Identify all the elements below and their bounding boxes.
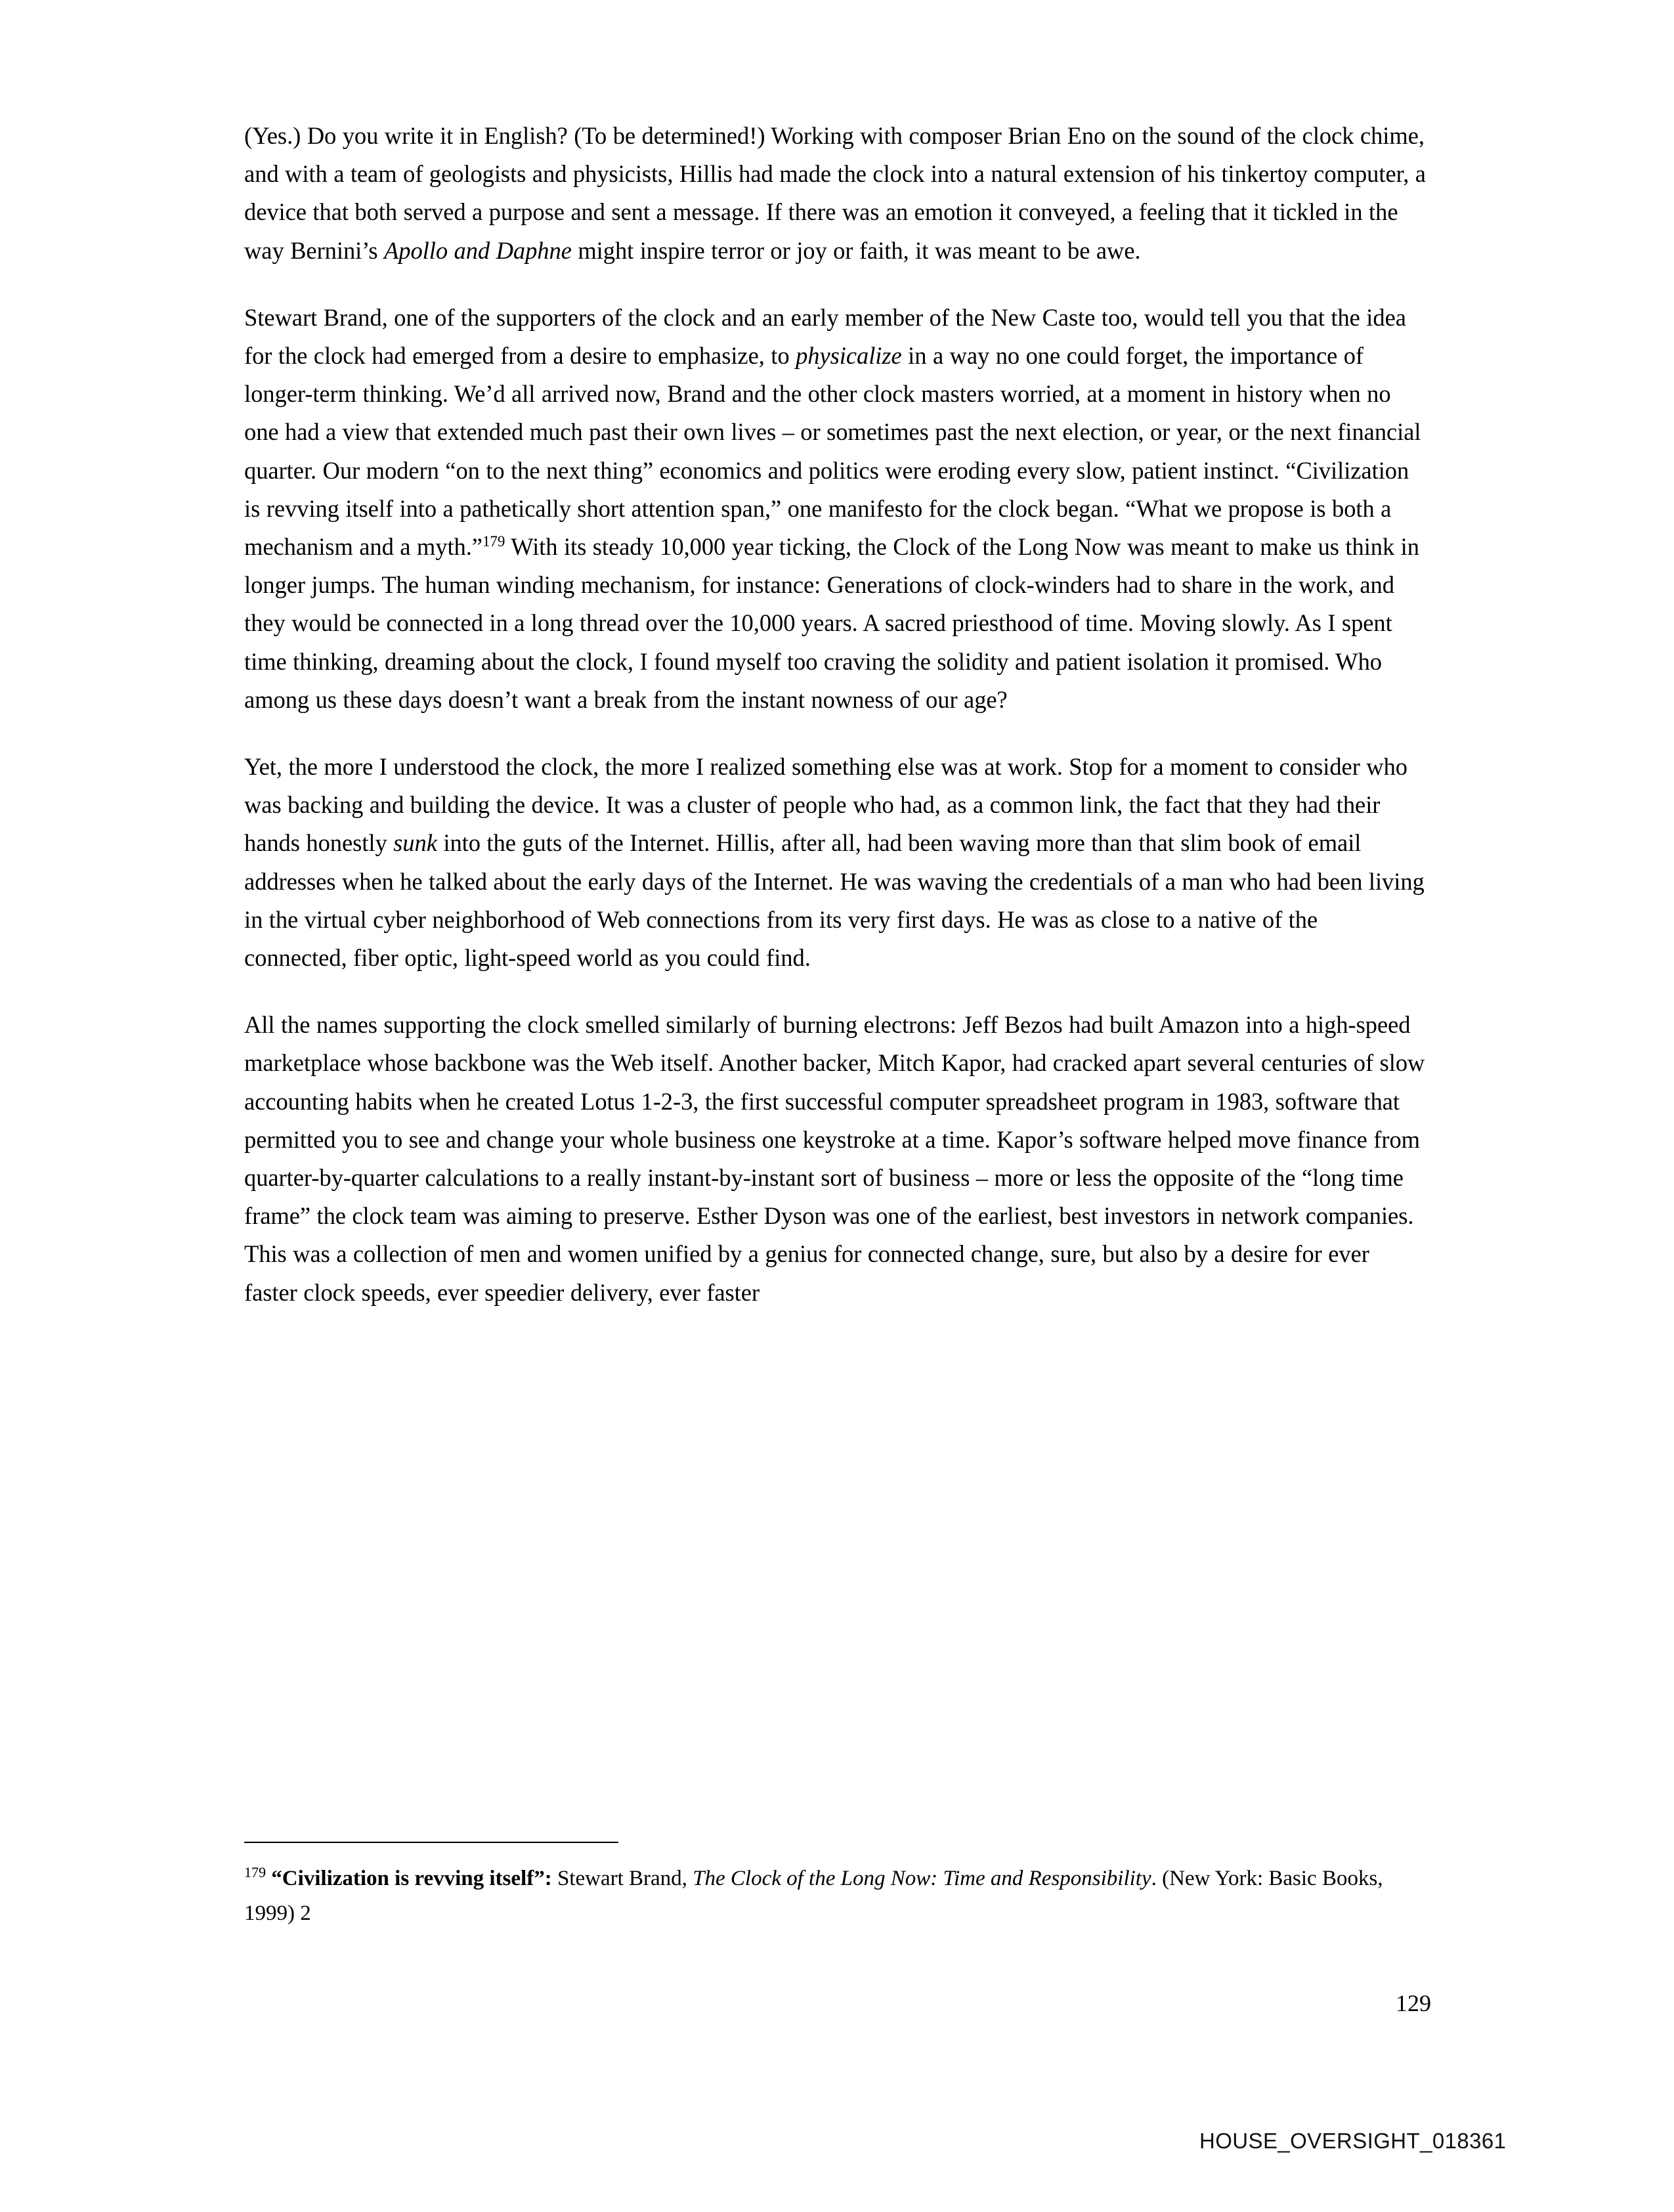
- footnote-number: 179: [244, 1864, 266, 1880]
- body-text: [244, 117, 1426, 1312]
- paragraph-3: Yet, the more I understood the clock, the more I realized something else was at work. Stop for a moment to consider who was backing and building the device. It was a cluster of people who had, as a common link, the fact that they had their hands honestly sunk into the guts of the Internet. Hillis, after all, had been waving more than that slim book of email addresses when he talked about the early days of the Internet. He was waving the credentials of a man who had been living in the virtual cyber neighborhood of Web connections from its very first days. He was as close to a native of the connected, fiber optic, light-speed world as you could find.: [244, 753, 1425, 972]
- footnote-179: $^{179}$ “Civilization is revving itself”: Stewart Brand, The Clock of the Long Now: Time and Responsibility. (New York: Basic Books, 1999) 2: [244, 1864, 1383, 1925]
- paragraph-4: All the names supporting the clock smelled similarly of burning electrons: Jeff Bezos had built Amazon into a high-speed marketplace whose backbone was the Web itself. Another backer, Mitch Kapor, had cracked apart several centuries of slow accounting habits when he created Lotus 1-2-3, the first successful computer spreadsheet program in 1983, software that permitted you to see and change your whole business one keystroke at a time. Kapor’s software helped move finance from quarter-by-quarter calculations to a really instant-by-instant sort of business – more or less the opposite of the “long time frame” the clock team was aiming to preserve. Esther Dyson was one of the earliest, best investors in network companies. This was a collection of men and women unified by a genius for connected change, sure, but also by a desire for ever faster clock speeds, ever speedier delivery, ever faster: [244, 1011, 1425, 1306]
- page-number: 129: [1396, 1990, 1431, 2016]
- paragraph-2: Stewart Brand, one of the supporters of the clock and an early member of the New Caste too, would tell you that the idea for the clock had emerged from a desire to emphasize, to physicalize in a way no one could forget, the importance of longer-term thinking. We’d all arrived now, Brand and the other clock masters worried, at a moment in history when no one had a view that extended much past their own lives – or sometimes past the next election, or year, or the next financial quarter. Our modern “on to the next thing” economics and politics were eroding every slow, patient instinct. “Civilization is revving itself into a pathetically short attention span,” one manifesto for the clock began. “What we propose is both a mechanism and a myth.”$^{179}$ With its steady 10,000 year ticking, the Clock of the Long Now was meant to make us think in longer jumps. The human winding mechanism, for instance: Generations of clock-winders had to share in the work, and they would be connected in a long thread over the 10,000 years. A sacred priesthood of time. Moving slowly. As I spent time thinking, dreaming about the clock, I found myself too craving the solidity and patient isolation it promised. Who among us these days doesn’t want a break from the instant nowness of our age?: [244, 303, 1421, 713]
- footnote-marker: 179: [482, 532, 505, 550]
- footnote-area: [244, 1842, 1426, 1931]
- footnote-separator-rule: [244, 1842, 618, 1843]
- bates-stamp: HOUSE_OVERSIGHT_018361: [1199, 2129, 1507, 2153]
- paragraph-1: (Yes.) Do you write it in English? (To be determined!) Working with composer Brian Eno on the sound of the clock chime, and with a team of geologists and physicists, Hillis had made the clock into a natural extension of his tinkertoy computer, a device that both served a purpose and sent a message. If there was an emotion it conveyed, a feeling that it tickled in the way Bernini’s Apollo and Daphne might inspire terror or joy or faith, it was meant to be awe.: [244, 122, 1426, 264]
